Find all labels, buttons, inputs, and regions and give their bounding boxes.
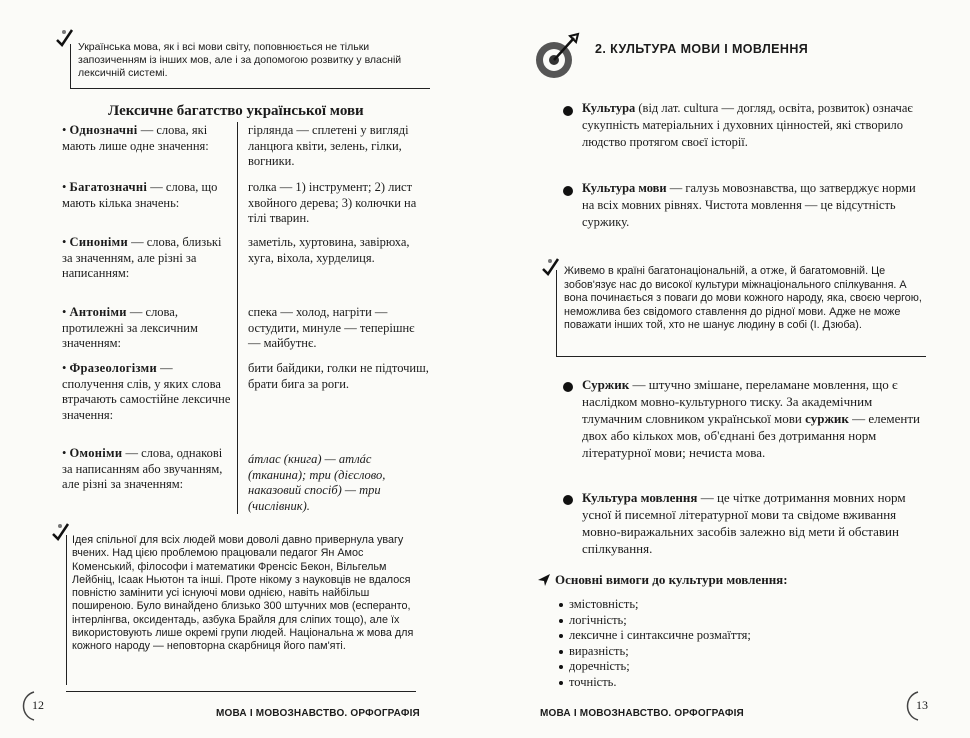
bottom-note: [72, 534, 424, 654]
bottom-note-side-rule: [66, 535, 67, 685]
term-synonyms: • Синоніми — слова, близькі за значенням, але різні за написанням:: [62, 235, 222, 280]
footer-right: МОВА І МОВОЗНАВСТВО. ОРФОГРАФІЯ: [540, 708, 744, 719]
requirements-title: Основні вимоги до культури мовлення:: [555, 572, 788, 587]
page-number-right: 13: [916, 698, 928, 712]
bullet-speech-culture: [563, 186, 573, 196]
term-homonyms: • Омоніми — слова, однакові за написанням або звучанням, але різні за значенням:: [62, 446, 223, 491]
footer-left: МОВА І МОВОЗНАВСТВО. ОРФОГРАФІЯ: [216, 708, 420, 719]
list-item: доречність;: [559, 659, 751, 675]
example-homonyms: áтлас (книга) — атлáс (тканина); три (дієслово, наказовий спосіб) — три (числівник).: [248, 452, 386, 513]
bottom-note-bottom-rule: [66, 691, 416, 692]
table-divider: [237, 122, 238, 514]
note-side-rule: [70, 44, 71, 88]
culture-definition: Культура (від лат. cultura — догляд, освіта, розвиток) означає сукупність матеріальних і духовних цінностей, які створило людство протягом своєї історії.: [582, 101, 913, 149]
bullet-communication-culture: [563, 495, 573, 505]
note-bottom-rule: [70, 88, 430, 89]
term-antonyms: • Антоніми — слова, протилежні за лексичним значенням:: [62, 305, 198, 350]
term-phraseologisms: • Фразеологізми — сполучення слів, у яких слова втрачають самостійне лексичне значення:: [62, 361, 231, 422]
list-item: виразність;: [559, 644, 751, 660]
bullet-surzhyk: [563, 382, 573, 392]
example-polysemous: голка — 1) інструмент; 2) лист хвойного дерева; 3) колючки на тілі тварин.: [248, 180, 417, 225]
list-item: точність.: [559, 675, 751, 691]
example-phraseologisms: бити байдики, голки не підточиш, брати бига за роги.: [248, 361, 429, 391]
requirements-list: [559, 597, 751, 690]
bottom-note-text: Ідея спільної для всіх людей мови доволі давно привернула увагу вчених. Над цією проблемою працювали педагог Ян Амос Коменський, філософи і математики Френсіс Бекон, Вільгельм Лейбніц, Ісаак Ньютон та інші. Проте нікому з науковців не вдалося повністю замінити усі існуючі мови однією, навіть найбільш поширеною. Було винайдено близько 300 штучних мов (есперанто, інтерлінгва, оксидентадь, азбука Брайля для сліпих тощо), але їх використовують лише окремі групи людей. Національна ж мова для кожного народу — неповторна скарбниця його пам'яті.: [72, 534, 414, 653]
right-note-text: Живемо в країні багатонаціональній, а отже, й багатомовній. Це зобов'язує нас до високої культури міжнаціонального спілкування. А вона починається з поваги до мови кожного народу, яка, своєю чергою, неможлива без свідомого ставлення до рідної мови. Адже не може поважати інших той, хто не шанує людину в собі (І. Дзюба).: [564, 265, 922, 331]
page-number-left: 12: [32, 698, 44, 712]
list-item: змістовність;: [559, 597, 751, 613]
list-item: лексичне і синтаксичне розмаїття;: [559, 628, 751, 644]
arrow-icon: [537, 573, 551, 587]
term-monosemous: • Однозначні — слова, які мають лише одне значення:: [62, 123, 209, 153]
intro-note-text: Українська мова, як і всі мови світу, поповнюється не тільки запозиченням із інших мов, але і за допомогою розвитку у власній лексичній системі.: [78, 41, 402, 79]
communication-culture-definition: Культура мовлення — це чітке дотримання мовних норм усної й писемної літературної мови та свідоме вживання мовно-виражальних засобів залежно від мети й обставин спілкування.: [582, 490, 906, 556]
section-title: 2. КУЛЬТУРА МОВИ І МОВЛЕННЯ: [595, 42, 809, 56]
right-note-side-rule: [556, 270, 557, 356]
right-note: [564, 265, 926, 333]
intro-note: [78, 41, 433, 80]
bullet-culture: [563, 106, 573, 116]
example-antonyms: спека — холод, нагріти — остудити, минуле — теперішнє — майбутнє.: [248, 305, 415, 350]
example-synonyms: заметіль, хуртовина, завірюха, хуга, віхола, хурделиця.: [248, 235, 410, 265]
checkmark-pen-icon-3: [540, 255, 562, 279]
surzhyk-definition: Суржик — штучно змішане, переламане мовлення, що є наслідком мовно-культурного тиску. За академічним тлумачним словником української мови суржик — елементи двох або кількох мов, об'єднані без дотримання норм літературної мови; нечиста мова.: [582, 377, 921, 460]
table-title: Лексичне багатство української мови: [108, 103, 364, 119]
right-note-bottom-rule: [556, 356, 926, 357]
checkmark-pen-icon: [54, 26, 76, 50]
checkmark-pen-icon-2: [50, 520, 72, 544]
target-icon: [530, 30, 582, 82]
example-monosemous: гірлянда — сплетені у вигляді ланцюга квіти, зелень, гілки, вогники.: [248, 123, 409, 168]
speech-culture-definition: Культура мови — галузь мовознавства, що затверджує норми на всіх мовних рівнях. Чистота мовлення — це відсутність суржику.: [582, 181, 916, 229]
term-polysemous: • Багатозначні — слова, що мають кілька значень:: [62, 180, 218, 210]
list-item: логічність;: [559, 613, 751, 629]
right-page: [485, 0, 970, 738]
